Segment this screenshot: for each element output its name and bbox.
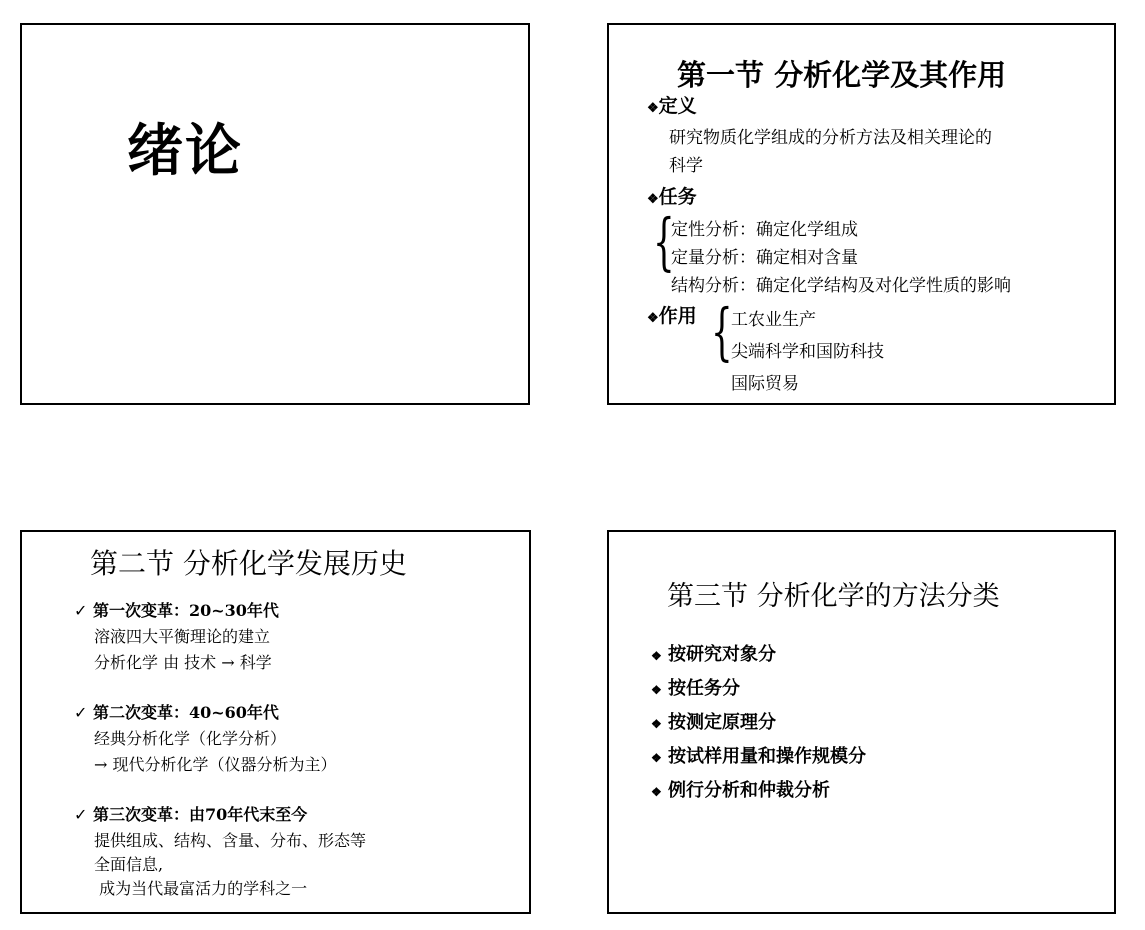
role-heading [647, 301, 697, 328]
definition-label: 定义 [658, 95, 697, 117]
method-item [651, 742, 866, 768]
method-item-label: 按研究对象分 [668, 644, 777, 665]
role-item: 尖端科学和国防科技 [731, 342, 884, 362]
slide-3-title: 第二节 分析化学发展历史 [90, 547, 407, 580]
definition-line-2: 科学 [669, 156, 703, 176]
change-heading-text: 第一次变革：20~30年代 [92, 601, 279, 620]
method-item-label: 按任务分 [668, 678, 741, 699]
diamond-bullet-icon: ❖ [651, 751, 662, 765]
definition-line-1: 研究物质化学组成的分析方法及相关理论的 [669, 128, 992, 148]
diamond-bullet-icon: ❖ [651, 683, 662, 697]
method-item [651, 776, 830, 802]
slide-4-title: 第三节 分析化学的方法分类 [667, 581, 1000, 612]
change-line: → 现代分析化学（仪器分析为主） [94, 755, 337, 774]
left-brace-icon: { [711, 295, 733, 368]
change-line: 溶液四大平衡理论的建立 [94, 627, 271, 646]
change-heading-text: 第二次变革：40~60年代 [92, 703, 279, 722]
change-heading [74, 802, 307, 825]
slide-2 [607, 23, 1116, 405]
check-icon: ✓ [74, 601, 88, 620]
method-item [651, 674, 740, 700]
method-item-label: 按试样用量和操作规模分 [668, 746, 867, 767]
diamond-bullet-icon: ❖ [647, 101, 659, 116]
method-item-label: 例行分析和仲裁分析 [668, 780, 831, 801]
change-line: 经典分析化学（化学分析） [94, 729, 287, 748]
task-item: 定量分析：确定相对含量 [671, 248, 858, 268]
diamond-bullet-icon: ❖ [647, 311, 659, 326]
role-item: 工农业生产 [731, 310, 816, 330]
change-line: 全面信息, [94, 855, 164, 874]
diamond-bullet-icon: ❖ [651, 649, 662, 663]
definition-heading [647, 91, 697, 118]
change-line: 分析化学 由 技术 → 科学 [94, 653, 272, 672]
slide-1 [20, 23, 530, 405]
diamond-bullet-icon: ❖ [651, 717, 662, 731]
slide-2-title: 第一节 分析化学及其作用 [677, 58, 1007, 92]
slide-1-title: 绪论 [127, 118, 243, 184]
role-label: 作用 [658, 305, 697, 327]
task-item: 结构分析：确定化学结构及对化学性质的影响 [671, 276, 1011, 296]
method-item [651, 640, 776, 666]
diamond-bullet-icon: ❖ [647, 192, 659, 207]
change-heading [74, 598, 279, 621]
check-icon: ✓ [74, 703, 88, 722]
change-heading [74, 700, 279, 723]
change-line: 提供组成、结构、含量、分布、形态等 [94, 831, 367, 850]
slide-3 [20, 530, 531, 914]
diamond-bullet-icon: ❖ [651, 785, 662, 799]
left-brace-icon: { [653, 205, 675, 278]
method-item [651, 708, 776, 734]
method-item-label: 按测定原理分 [668, 712, 777, 733]
change-heading-text: 第三次变革：由70年代末至今 [92, 805, 308, 824]
check-icon: ✓ [74, 805, 88, 824]
slide-4 [607, 530, 1116, 914]
task-item: 定性分析：确定化学组成 [671, 220, 858, 240]
tasks-label: 任务 [658, 186, 697, 208]
change-line: 成为当代最富活力的学科之一 [94, 879, 308, 898]
role-item: 国际贸易 [731, 374, 799, 394]
